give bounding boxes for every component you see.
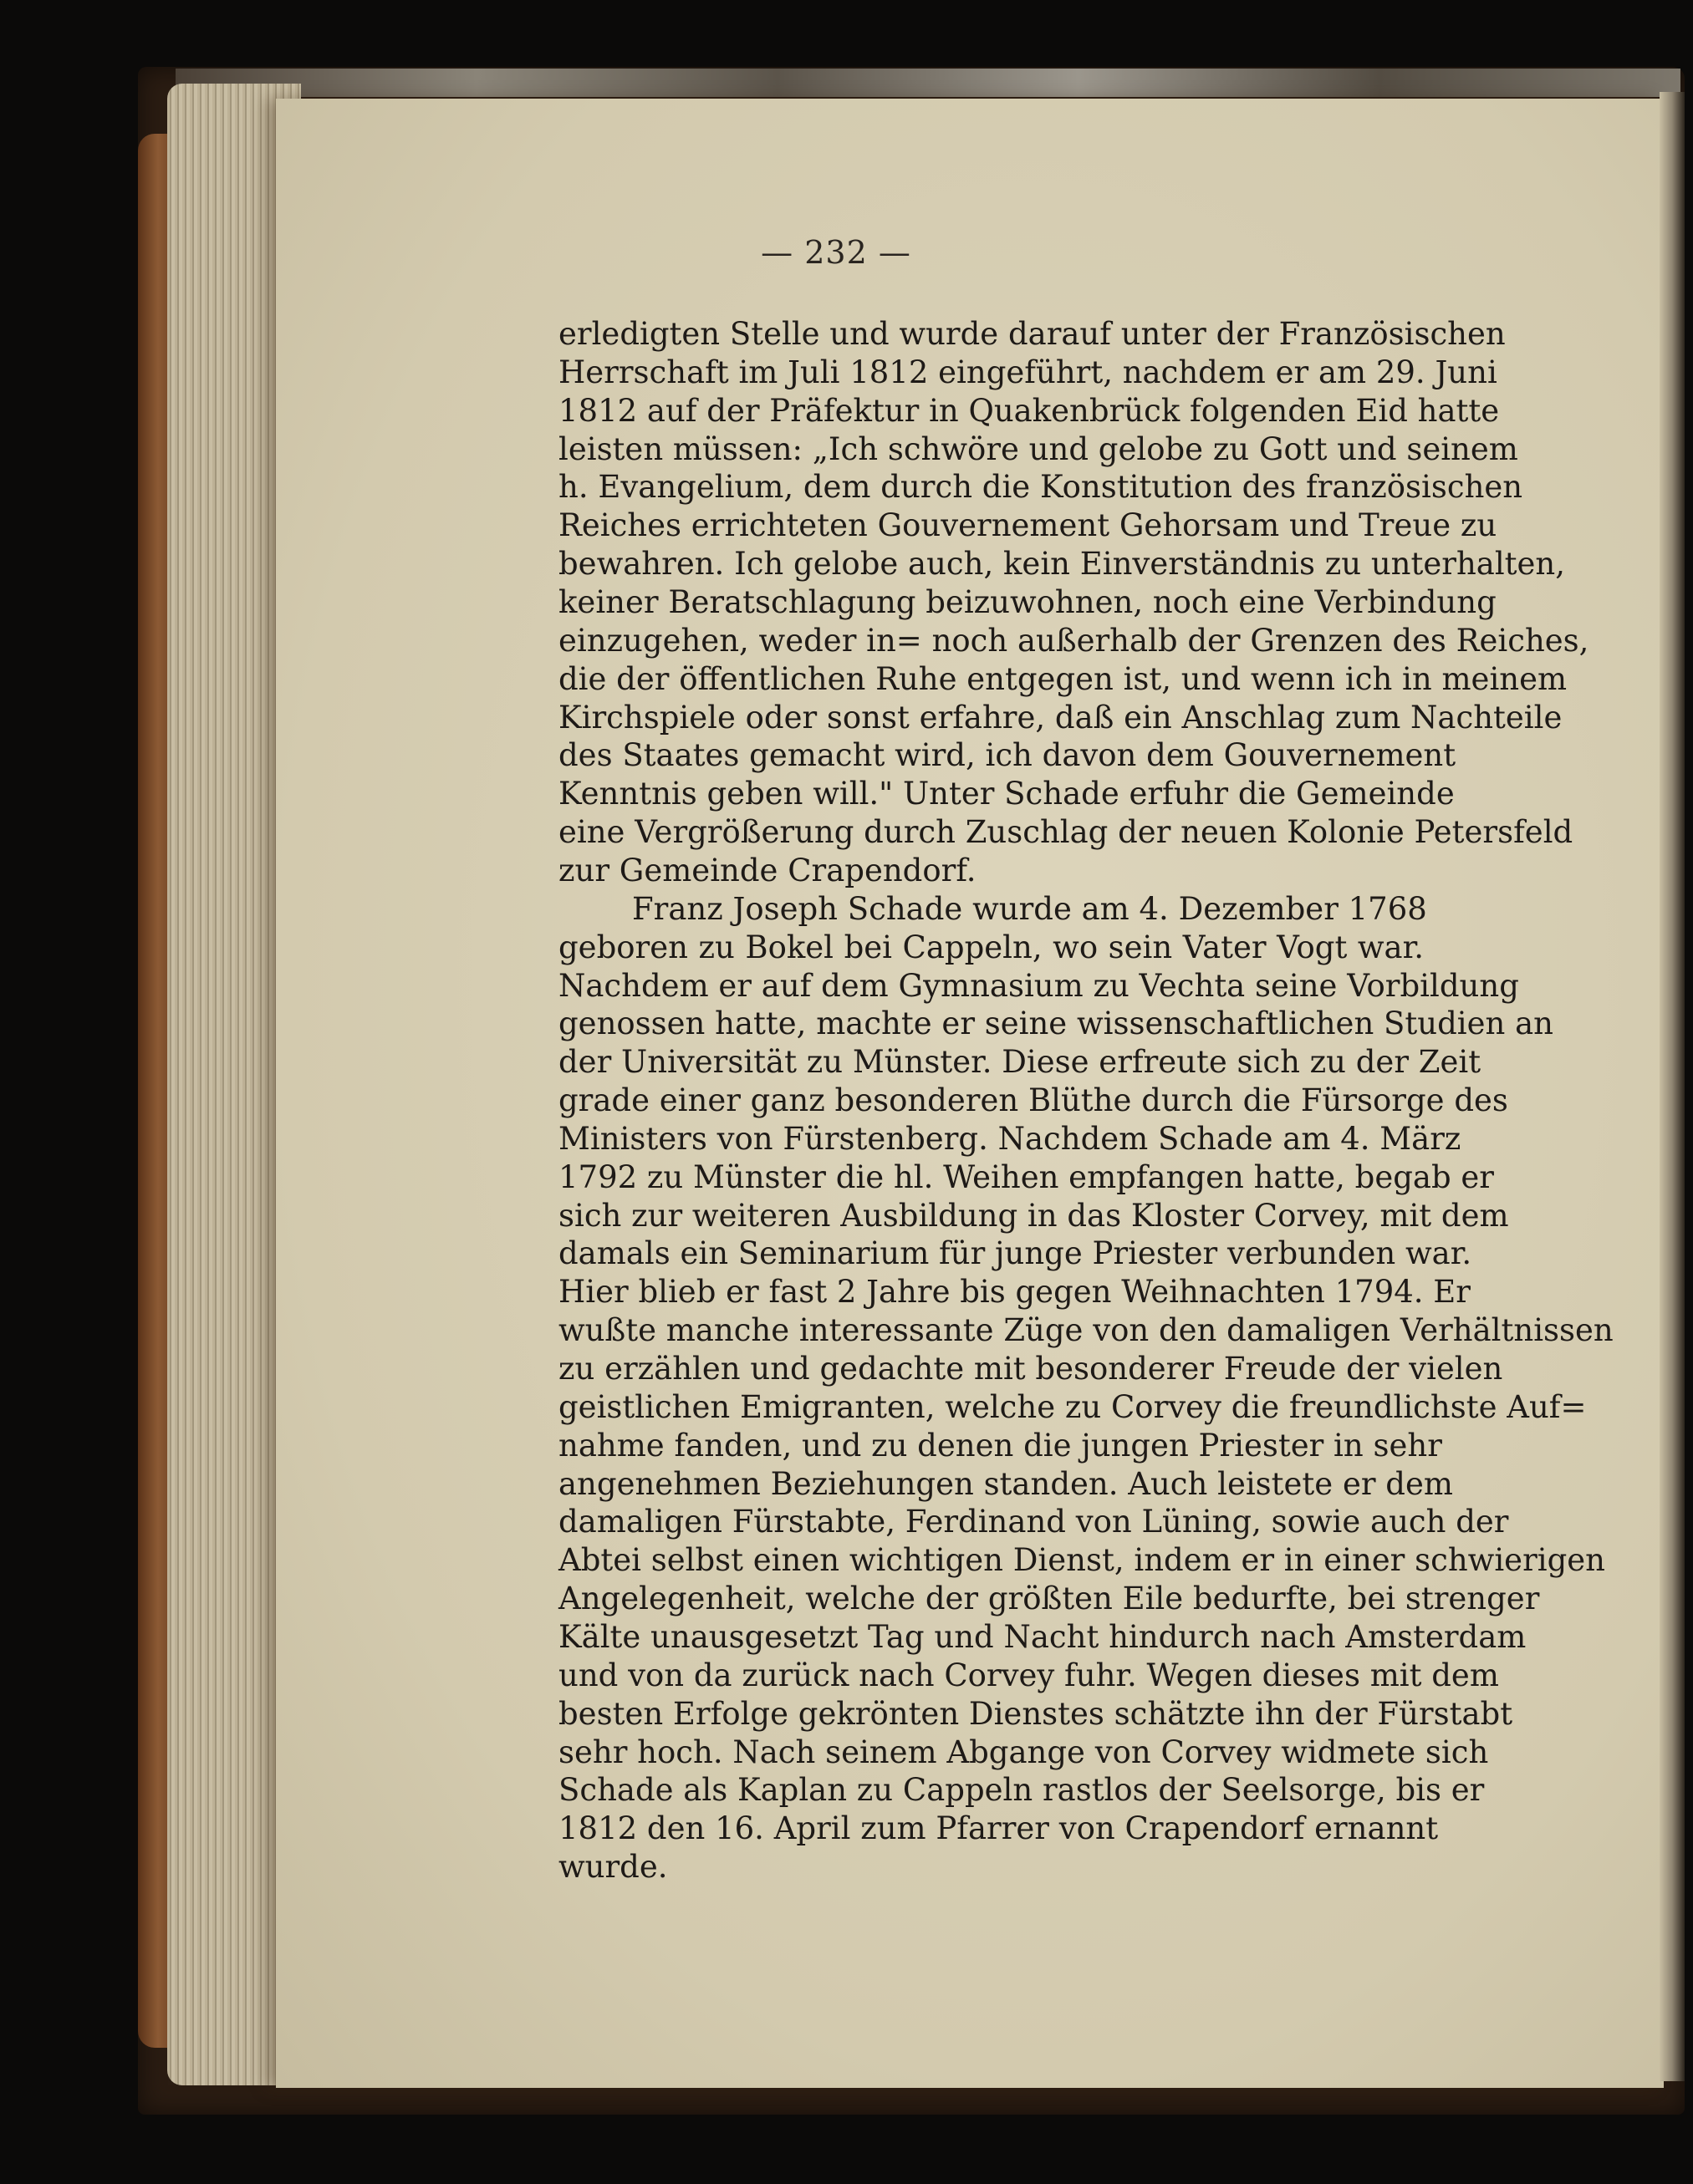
text-line: Angelegenheit, welche der größten Eile bedurfte, bei strenger (558, 1581, 1540, 1617)
text-line: Schade als Kaplan zu Cappeln rastlos der Seelsorge, bis er (558, 1772, 1485, 1809)
text-line: Hier blieb er fast 2 Jahre bis gegen Weihnachten 1794. Er (558, 1274, 1471, 1311)
text-line: Kenntnis geben will." Unter Schade erfuhr die Gemeinde (558, 776, 1455, 812)
text-line: angenehmen Beziehungen standen. Auch leistete er dem (558, 1465, 1453, 1502)
text-line: besten Erfolge gekrönten Dienstes schätzte ihn der Fürstabt (558, 1695, 1513, 1732)
text-line: zur Gemeinde Crapendorf. (558, 852, 977, 888)
text-line: erledigten Stelle und wurde darauf unter der Französischen (558, 316, 1506, 352)
text-line: einzugehen, weder in= noch außerhalb der Grenzen des Reiches, (558, 622, 1589, 659)
text-line: die der öffentlichen Ruhe entgegen ist, und wenn ich in meinem (558, 660, 1568, 697)
text-line: leisten müssen: „Ich schwöre und gelobe zu Gott und seinem (558, 430, 1518, 467)
text-line: zu erzählen und gedachte mit besonderer Freude der vielen (558, 1351, 1503, 1387)
text-line: geistlichen Emigranten, welche zu Corvey die freundlichste Auf= (558, 1388, 1587, 1425)
text-line: keiner Beratschlagung beizuwohnen, noch eine Verbindung (558, 583, 1497, 620)
text-line: damaligen Fürstabte, Ferdinand von Lüning, sowie auch der (558, 1504, 1509, 1540)
text-line: der Universität zu Münster. Diese erfreute sich zu der Zeit (558, 1044, 1481, 1081)
text-line: Kälte unausgesetzt Tag und Nacht hindurch nach Amsterdam (558, 1619, 1527, 1656)
text-line: Ministers von Fürstenberg. Nachdem Schade am 4. März (558, 1120, 1461, 1157)
text-line: Reiches errichteten Gouvernement Gehorsam und Treue zu (558, 507, 1497, 544)
text-line: sich zur weiteren Ausbildung in das Kloster Corvey, mit dem (558, 1197, 1509, 1234)
cover-top-edge (176, 69, 1680, 97)
text-line: h. Evangelium, dem durch die Konstitution des französischen (558, 469, 1523, 506)
text-line: Nachdem er auf dem Gymnasium zu Vechta seine Vorbildung (558, 967, 1519, 1004)
text-line: wußte manche interessante Züge von den damaligen Verhältnissen (558, 1312, 1614, 1349)
body-text (558, 316, 1614, 1887)
text-line: 1812 den 16. April zum Pfarrer von Crapendorf ernannt (558, 1810, 1439, 1847)
text-line: wurde. (558, 1849, 668, 1886)
text-line: des Staates gemacht wird, ich davon dem Gouvernement (558, 737, 1456, 774)
text-line: 1812 auf der Präfektur in Quakenbrück folgenden Eid hatte (558, 392, 1500, 429)
text-line: Franz Joseph Schade wurde am 4. Dezember 1768 (632, 890, 1427, 927)
text-line: und von da zurück nach Corvey fuhr. Wegen dieses mit dem (558, 1657, 1499, 1693)
text-line: damals ein Seminarium für junge Priester verbunden war. (558, 1235, 1472, 1272)
page-number: — 232 — (761, 234, 911, 271)
text-line: bewahren. Ich gelobe auch, kein Einverständnis zu unterhalten, (558, 546, 1566, 583)
text-line: Kirchspiele oder sonst erfahre, daß ein Anschlag zum Nachteile (558, 699, 1563, 736)
text-line: geboren zu Bokel bei Cappeln, wo sein Vater Vogt war. (558, 929, 1424, 965)
page-gutter-edge (1660, 92, 1685, 2081)
text-line: grade einer ganz besonderen Blüthe durch die Fürsorge des (558, 1082, 1508, 1119)
text-line: Abtei selbst einen wichtigen Dienst, indem er in einer schwierigen (558, 1542, 1606, 1579)
text-line: eine Vergrößerung durch Zuschlag der neuen Kolonie Petersfeld (558, 814, 1573, 851)
text-line: 1792 zu Münster die hl. Weihen empfangen hatte, begab er (558, 1158, 1494, 1195)
text-line: nahme fanden, und zu denen die jungen Priester in sehr (558, 1427, 1442, 1464)
text-line: Herrschaft im Juli 1812 eingeführt, nachdem er am 29. Juni (558, 354, 1497, 390)
text-line: sehr hoch. Nach seinem Abgange von Corvey widmete sich (558, 1733, 1489, 1770)
text-line: genossen hatte, machte er seine wissenschaftlichen Studien an (558, 1005, 1553, 1042)
